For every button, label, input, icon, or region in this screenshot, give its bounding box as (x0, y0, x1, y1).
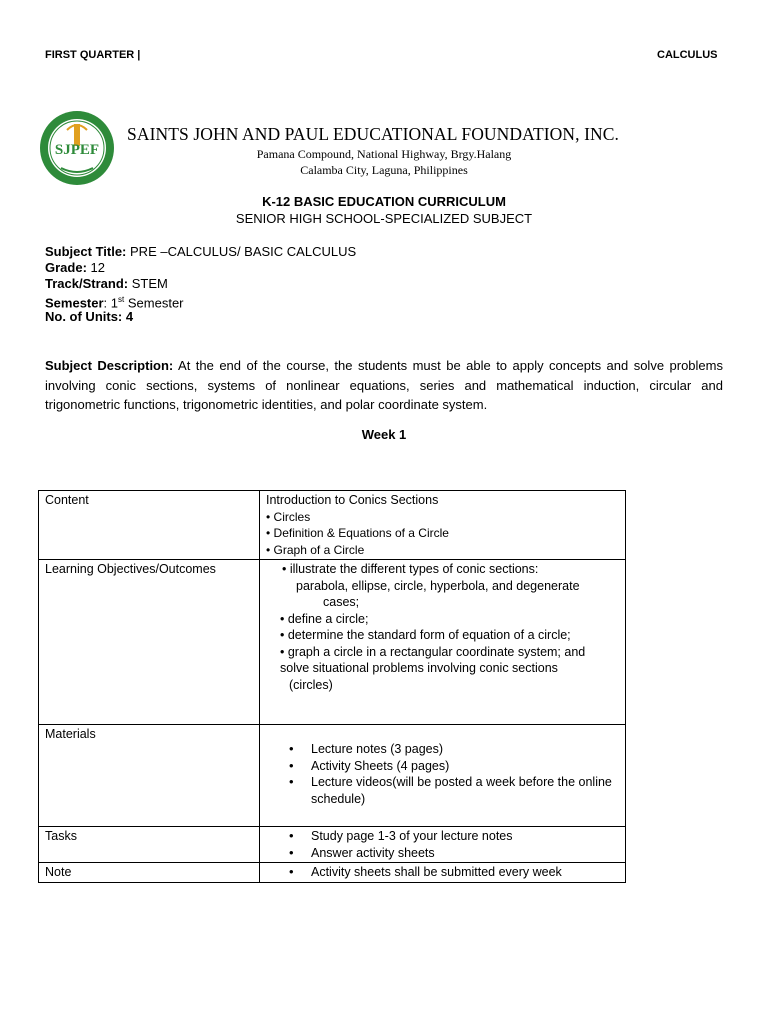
objectives-cell (260, 560, 626, 725)
subject-title-label: Subject Title: (45, 244, 127, 259)
table-row-content (39, 491, 626, 560)
subject-description (45, 356, 723, 415)
school-address-line1: Pamana Compound, National Highway, Brgy.Halang (256, 147, 512, 161)
objective-line: parabola, ellipse, circle, hyperbola, and degenerate (296, 578, 580, 593)
subject-title-value: PRE –CALCULUS/ BASIC CALCULUS (130, 244, 357, 259)
note-cell (260, 863, 626, 883)
content-topic: • Circles (266, 509, 311, 524)
materials-list (266, 741, 619, 807)
materials-item: • Lecture videos(will be posted a week before the online schedule) (311, 774, 619, 807)
semester-number: 1 (110, 295, 119, 311)
track-strand (45, 276, 168, 292)
objectives-label: Learning Objectives/Outcomes (39, 560, 260, 725)
semester-value: Semester (127, 295, 184, 311)
content-topic: • Definition & Equations of a Circle (266, 526, 449, 540)
table-row-tasks (39, 827, 626, 863)
description-label: Subject Description: (45, 358, 174, 373)
content-cell (260, 491, 626, 560)
track-label: Track/Strand: (45, 276, 129, 291)
content-label: Content (39, 491, 260, 560)
semester-label: Semester (45, 295, 104, 311)
objective-line: • graph a circle in a rectangular coordinate system; and (280, 644, 586, 659)
content-title: Introduction to Conics Sections (266, 493, 439, 507)
header-right: CALCULUS (657, 49, 718, 61)
tasks-list (266, 828, 619, 861)
curriculum-subtitle: SENIOR HIGH SCHOOL-SPECIALIZED SUBJECT (235, 211, 533, 226)
objective-line: • illustrate the different types of conic sections: (282, 562, 539, 576)
track-value: STEM (131, 276, 168, 291)
description-text: At the end of the course, the students must be able to apply concepts and solve problems involving conic sections, systems of nonlinear equations, series and mathematical induction, circular and trigonometric functions, trigonometric identities, and polar coordinate system. (45, 358, 723, 412)
header-left: FIRST QUARTER | (45, 49, 141, 61)
units (45, 309, 133, 325)
note-item: • Activity sheets shall be submitted every week (311, 864, 619, 881)
grade-label: Grade: (45, 260, 87, 275)
table-row-materials (39, 725, 626, 827)
week-heading: Week 1 (361, 427, 407, 442)
objective-line: (circles) (289, 677, 333, 692)
materials-item: • Activity Sheets (4 pages) (311, 758, 619, 775)
table-row-note (39, 863, 626, 883)
materials-item: • Lecture notes (3 pages) (311, 741, 619, 758)
tasks-label: Tasks (39, 827, 260, 863)
curriculum-table (38, 490, 626, 883)
curriculum-title: K-12 BASIC EDUCATION CURRICULUM (262, 194, 506, 209)
semester: Semester: 1st Semester (45, 295, 184, 311)
units-label: No. of Units: 4 (45, 309, 134, 324)
note-label: Note (39, 863, 260, 883)
subject-title (45, 244, 356, 260)
tasks-item: • Study page 1-3 of your lecture notes (311, 828, 619, 845)
semester-sup: st (118, 295, 125, 304)
tasks-item: • Answer activity sheets (311, 845, 619, 862)
content-topic: • Graph of a Circle (266, 542, 365, 557)
school-name: SAINTS JOHN AND PAUL EDUCATIONAL FOUNDATION, INC. (127, 124, 619, 144)
objective-line: • define a circle; (280, 611, 369, 626)
objective-line: • determine the standard form of equation of a circle; (280, 628, 571, 642)
grade (45, 260, 105, 276)
tasks-cell (260, 827, 626, 863)
content-topics (266, 509, 619, 559)
note-list (266, 864, 619, 881)
school-address-line2: Calamba City, Laguna, Philippines (300, 163, 468, 177)
materials-label: Materials (39, 725, 260, 827)
grade-value: 12 (90, 260, 105, 275)
table-row-objectives (39, 560, 626, 725)
objective-line: cases; (323, 595, 360, 609)
materials-cell (260, 725, 626, 827)
objective-line: solve situational problems involving conic sections (280, 661, 558, 675)
logo-text: SJPEF (54, 142, 100, 158)
